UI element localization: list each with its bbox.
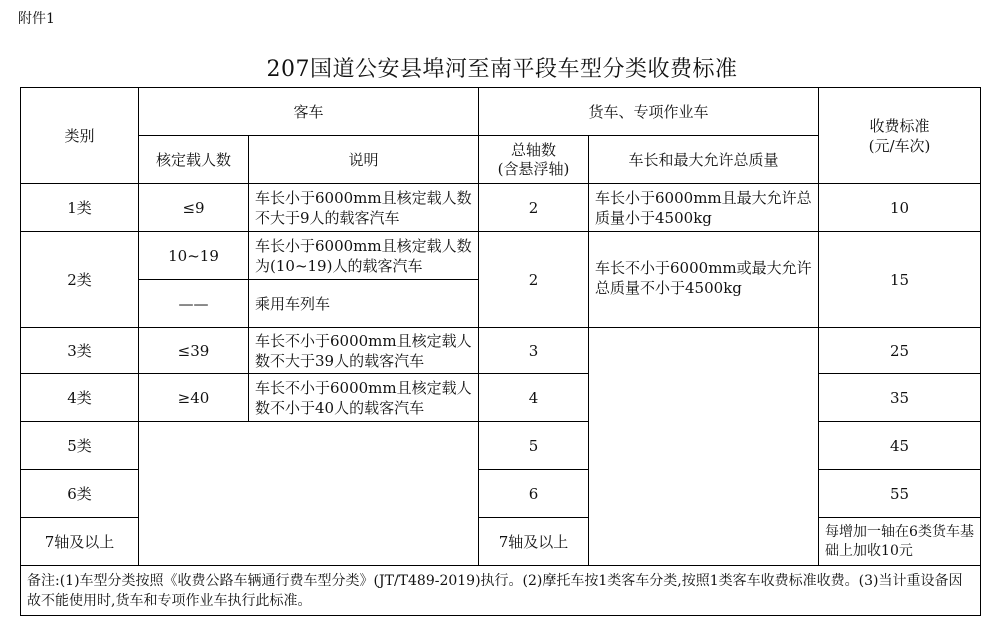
seats-cell: —— bbox=[139, 280, 249, 328]
header-axles-line2: (含悬浮轴) bbox=[497, 159, 570, 178]
header-axles-line1: 总轴数 bbox=[511, 140, 557, 159]
header-seats: 核定载人数 bbox=[139, 136, 249, 184]
notes-cell: 备注:(1)车型分类按照《收费公路车辆通行费车型分类》(JT/T489-2019)执行。(2)摩托车按1类客车分类,按照1类客车收费标准收费。(3)当计重设备因故不能使用时,货车和专项作业车执行此标准。 bbox=[21, 566, 981, 616]
description-cell: 车长不小于6000mm且核定载人数不小于40人的载客汽车 bbox=[249, 374, 479, 422]
document-title: 207国道公安县埠河至南平段车型分类收费标准 bbox=[266, 57, 738, 82]
description-cell: 乘用车列车 bbox=[249, 280, 479, 328]
axles-cell: 5 bbox=[479, 422, 589, 470]
fee-cell: 45 bbox=[819, 422, 981, 470]
truck-spec-cell: 车长小于6000mm且最大允许总质量小于4500kg bbox=[589, 184, 819, 232]
axles-cell: 6 bbox=[479, 470, 589, 518]
fee-standard-table bbox=[20, 87, 981, 616]
axles-cell: 7轴及以上 bbox=[479, 518, 589, 566]
category-cell: 2类 bbox=[21, 232, 139, 328]
header-truck-spec: 车长和最大允许总质量 bbox=[589, 136, 819, 184]
category-cell: 4类 bbox=[21, 374, 139, 422]
table-row bbox=[21, 328, 981, 374]
description-cell: 车长小于6000mm且核定载人数不大于9人的载客汽车 bbox=[249, 184, 479, 232]
notes-row bbox=[21, 566, 981, 616]
fee-cell: 35 bbox=[819, 374, 981, 422]
fee-cell: 55 bbox=[819, 470, 981, 518]
header-fee bbox=[819, 88, 981, 184]
table-row bbox=[21, 232, 981, 280]
header-truck: 货车、专项作业车 bbox=[479, 88, 819, 136]
table-row bbox=[21, 184, 981, 232]
description-cell: 车长不小于6000mm且核定载人数不大于39人的载客汽车 bbox=[249, 328, 479, 374]
category-cell: 1类 bbox=[21, 184, 139, 232]
description-cell: 车长小于6000mm且核定载人数为(10~19)人的载客汽车 bbox=[249, 232, 479, 280]
table-row bbox=[21, 374, 981, 422]
header-passenger: 客车 bbox=[139, 88, 479, 136]
seats-cell: ≥40 bbox=[139, 374, 249, 422]
axles-cell: 3 bbox=[479, 328, 589, 374]
header-axles bbox=[479, 136, 589, 184]
attachment-label: 附件1 bbox=[18, 11, 55, 27]
category-cell: 7轴及以上 bbox=[21, 518, 139, 566]
axles-cell: 2 bbox=[479, 184, 589, 232]
category-cell: 3类 bbox=[21, 328, 139, 374]
axles-cell: 4 bbox=[479, 374, 589, 422]
header-row-1 bbox=[21, 88, 981, 136]
axles-cell: 2 bbox=[479, 232, 589, 328]
truck-spec-empty-cell bbox=[589, 328, 819, 566]
seats-cell: ≤9 bbox=[139, 184, 249, 232]
category-cell: 6类 bbox=[21, 470, 139, 518]
fee-cell: 15 bbox=[819, 232, 981, 328]
header-description: 说明 bbox=[249, 136, 479, 184]
header-fee-line2: (元/车次) bbox=[868, 136, 931, 155]
seats-cell: ≤39 bbox=[139, 328, 249, 374]
fee-cell: 每增加一轴在6类货车基础上加收10元 bbox=[819, 518, 981, 566]
fee-cell: 10 bbox=[819, 184, 981, 232]
truck-spec-cell: 车长不小于6000mm或最大允许总质量不小于4500kg bbox=[589, 232, 819, 328]
fee-cell: 25 bbox=[819, 328, 981, 374]
table-row bbox=[21, 422, 981, 470]
header-fee-line1: 收费标准 bbox=[869, 116, 930, 135]
header-category: 类别 bbox=[21, 88, 139, 184]
category-cell: 5类 bbox=[21, 422, 139, 470]
seats-cell: 10~19 bbox=[139, 232, 249, 280]
passenger-empty-cell bbox=[139, 422, 479, 566]
